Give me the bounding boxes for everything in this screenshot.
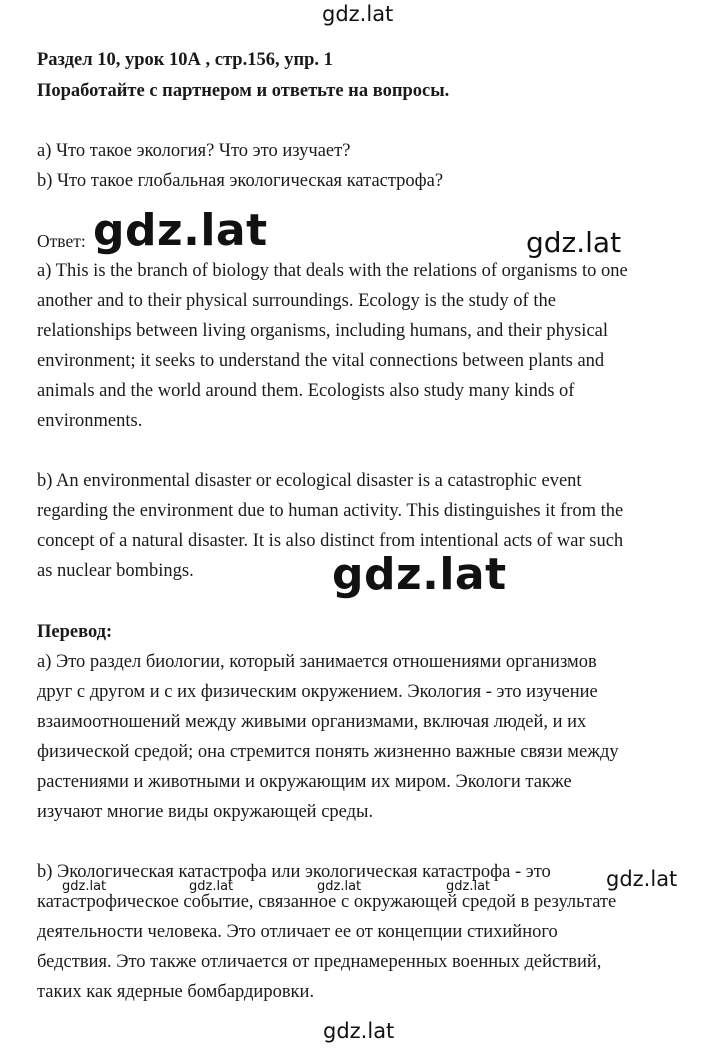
watermark-bottom: gdz.lat [323, 1019, 395, 1043]
watermark-small: gdz.lat [62, 879, 107, 894]
translation-b-line: бедствия. Это также отличается от преднамеренных военных действий, [37, 952, 602, 972]
translation-a-line: физической средой; она стремится понять жизненно важные связи между [37, 742, 619, 762]
watermark-small: gdz.lat [189, 879, 234, 894]
answer-b-line: as nuclear bombings. [37, 561, 194, 581]
translation-a-line: a) Это раздел биологии, который занимается отношениями организмов [37, 652, 597, 672]
answer-a-line: a) This is the branch of biology that deals with the relations of organisms to one [37, 261, 628, 281]
translation-a-line: друг с другом и с их физическим окружением. Экология - это изучение [37, 682, 598, 702]
answer-a-line: environments. [37, 411, 143, 431]
answer-a-line: another and to their physical surroundings. Ecology is the study of the [37, 291, 556, 311]
watermark-top: gdz.lat [322, 2, 394, 26]
exercise-title: Раздел 10, урок 10А , стр.156, упр. 1 [37, 50, 333, 70]
exercise-instruction: Поработайте с партнером и ответьте на вопросы. [37, 81, 450, 101]
translation-b-line: катастрофическое событие, связанное с окружающей средой в результате [37, 892, 617, 912]
answer-b-line: concept of a natural disaster. It is also distinct from intentional acts of war such [37, 531, 624, 551]
translation-a-line: изучают многие виды окружающей среды. [37, 802, 374, 822]
translation-b-line: b) Экологическая катастрофа или экологическая катастрофа - это [37, 862, 551, 882]
translation-b-line: таких как ядерные бомбардировки. [37, 982, 315, 1002]
watermark-small: gdz.lat [446, 879, 491, 894]
watermark-bottom-right: gdz.lat [606, 867, 678, 891]
translation-b-line: деятельности человека. Это отличает ее от концепции стихийного [37, 922, 558, 942]
watermark-big-left: gdz.lat [93, 205, 268, 256]
watermark-small: gdz.lat [317, 879, 362, 894]
answer-a-line: relationships between living organisms, including humans, and their physical [37, 321, 609, 341]
watermark-center: gdz.lat [332, 549, 507, 600]
answer-b-line: b) An environmental disaster or ecological disaster is a catastrophic event [37, 471, 582, 491]
translation-label: Перевод: [37, 622, 113, 642]
answer-b-line: regarding the environment due to human activity. This distinguishes it from the [37, 501, 624, 521]
answer-label: Ответ: [37, 231, 86, 251]
question-a: a) Что такое экология? Что это изучает? [37, 141, 351, 161]
answer-a-line: environment; it seeks to understand the vital connections between plants and [37, 351, 605, 371]
answer-a-line: animals and the world around them. Ecologists also study many kinds of [37, 381, 575, 401]
question-b: b) Что такое глобальная экологическая катастрофа? [37, 171, 444, 191]
translation-a-line: взаимоотношений между живыми организмами, включая людей, и их [37, 712, 587, 732]
translation-a-line: растениями и животными и окружающим их миром. Экологи также [37, 772, 572, 792]
watermark-right-mid: gdz.lat [526, 226, 622, 259]
